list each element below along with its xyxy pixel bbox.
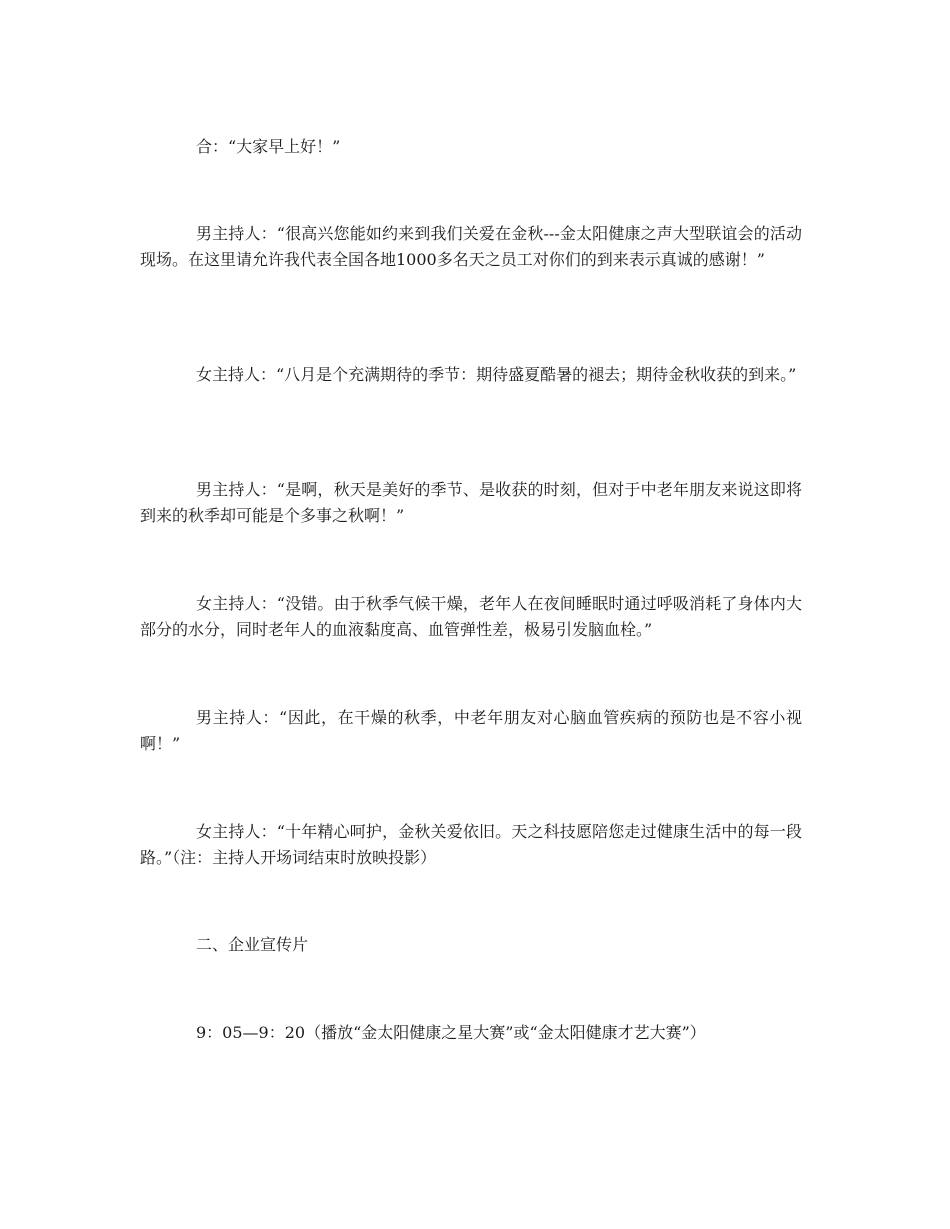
paragraph-schedule-time: 9：05—9：20（播放“金太阳健康之星大赛”或“金太阳健康才艺大赛”） [196,1023,706,1042]
paragraph-male-host-autumn: 男主持人：“是啊，秋天是美好的季节、是收获的时刻，但对于中老年朋友来说这即将到来的秋季却可能是个多事之秋啊！” [140,480,802,525]
paragraph-female-host-dry-climate: 女主持人：“没错。由于秋季气候干燥，老年人在夜间睡眠时通过呼吸消耗了身体内大部分的水分，同时老年人的血液黏度高、血管弹性差，极易引发脑血栓。” [140,594,802,639]
paragraph-female-host-august: 女主持人：“八月是个充满期待的季节：期待盛夏酷暑的褪去；期待金秋收获的到来。” [196,365,797,384]
paragraph-chorus-greeting: 合：“大家早上好！” [196,137,341,156]
paragraph-male-host-welcome: 男主持人：“很高兴您能如约来到我们关爱在金秋---金太阳健康之声大型联谊会的活动现场。在这里请允许我代表全国各地1000多名天之员工对你们的到来表示真诚的感谢！” [140,224,802,269]
paragraph-male-host-prevention: 男主持人：“因此，在干燥的秋季，中老年朋友对心脑血管疾病的预防也是不容小视啊！” [140,708,802,753]
paragraph-female-host-closing: 女主持人：“十年精心呵护，金秋关爱依旧。天之科技愿陪您走过健康生活中的每一段路。”（注：主持人开场词结束时放映投影） [140,822,802,867]
section-heading-promo-video: 二、企业宣传片 [196,935,309,954]
